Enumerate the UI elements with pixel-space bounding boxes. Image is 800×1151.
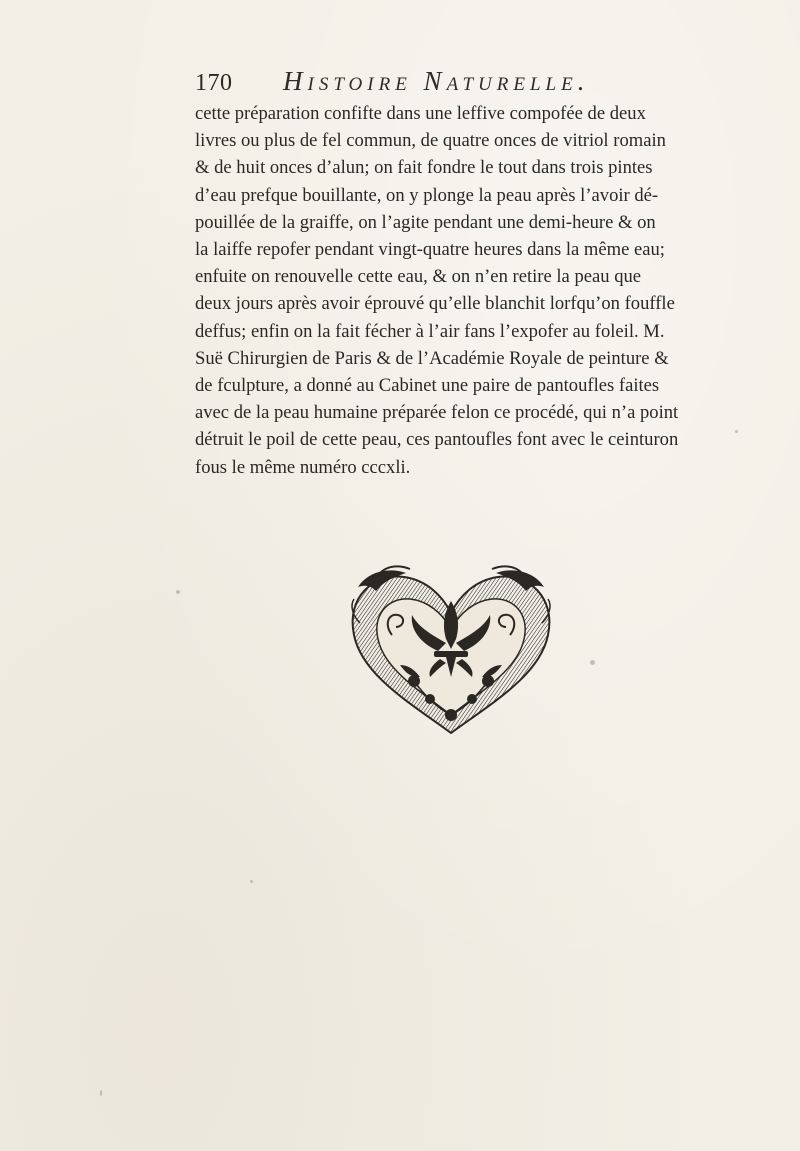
fleur-de-lis-heart-vignette-icon: [340, 565, 562, 737]
text-line: & de huit onces d’alun; on fait fondre le tout dans trois pintes: [195, 157, 653, 179]
body-paragraph: [195, 100, 679, 481]
paper-speck: [250, 880, 253, 883]
text-line: fous le même numéro cccxli.: [195, 456, 411, 478]
paper-speck: [176, 590, 180, 594]
text-line: deffus; enfin on la fait fécher à l’air fans l’expofer au foleil. M.: [195, 320, 665, 342]
text-line: détruit le poil de cette peau, ces pantoufles font avec le ceinturon: [195, 429, 679, 451]
paper-speck: [735, 430, 738, 433]
paper-speck: [100, 1090, 102, 1096]
running-head: [195, 60, 625, 100]
page-number: 170: [195, 70, 233, 96]
text-line: de fculpture, a donné au Cabinet une paire de pantoufles faites: [195, 375, 660, 397]
text-line: deux jours après avoir éprouvé qu’elle blanchit lorfqu’on fouffle: [195, 293, 675, 315]
running-head-title: Histoire Naturelle.: [283, 66, 590, 96]
text-line: cette préparation confifte dans une leffive compofée de deux: [195, 103, 646, 124]
text-line: la laiffe repofer pendant vingt-quatre heures dans la même eau;: [195, 239, 665, 261]
text-line: livres ou plus de fel commun, de quatre onces de vitriol romain: [195, 130, 666, 152]
text-line: avec de la peau humaine préparée felon ce procédé, qui n’a point: [195, 402, 679, 424]
text-line: enfuite on renouvelle cette eau, & on n’en retire la peau que: [195, 266, 642, 288]
text-line: Suë Chirurgien de Paris & de l’Académie Royale de peinture &: [195, 347, 669, 369]
text-line: d’eau prefque bouillante, on y plonge la peau après l’avoir dé-: [195, 184, 659, 206]
paper-speck: [590, 660, 595, 665]
text-line: pouillée de la graiffe, on l’agite pendant une demi-heure & on: [195, 211, 656, 233]
